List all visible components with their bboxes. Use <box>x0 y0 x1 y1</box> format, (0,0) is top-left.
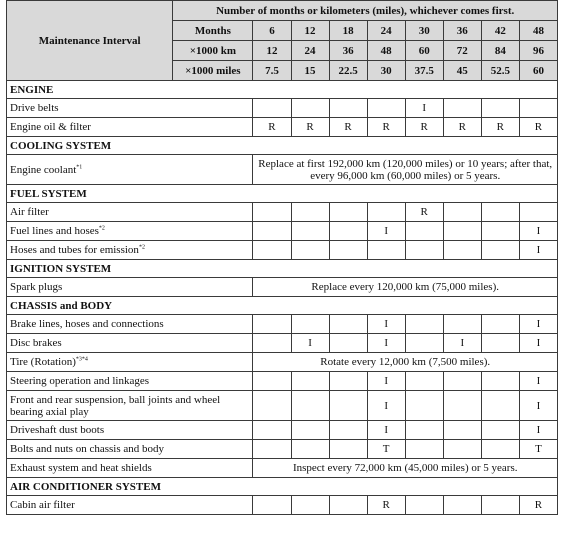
interval-unit-label: Months <box>173 21 253 41</box>
interval-value: 36 <box>443 21 481 41</box>
interval-value: 48 <box>367 41 405 61</box>
footnote-marker: *1 <box>76 163 83 170</box>
interval-value: 7.5 <box>253 61 291 81</box>
schedule-cell: I <box>519 241 557 260</box>
schedule-cell <box>405 222 443 241</box>
section-title: IGNITION SYSTEM <box>7 260 558 278</box>
interval-value: 52.5 <box>481 61 519 81</box>
schedule-cell: I <box>519 372 557 391</box>
interval-value: 30 <box>367 61 405 81</box>
item-name-cell <box>7 421 253 440</box>
schedule-cell <box>329 222 367 241</box>
schedule-cell <box>329 99 367 118</box>
interval-span-label: Number of months or kilometers (miles), whichever comes first. <box>173 1 558 21</box>
schedule-cell: R <box>481 118 519 137</box>
schedule-cell: T <box>519 440 557 459</box>
footnote-marker: *2 <box>138 244 145 251</box>
interval-value: 22.5 <box>329 61 367 81</box>
schedule-cell <box>443 421 481 440</box>
schedule-cell <box>481 372 519 391</box>
schedule-cell: I <box>367 334 405 353</box>
item-name-cell <box>7 315 253 334</box>
item-name-cell <box>7 353 253 372</box>
table-row <box>7 278 558 297</box>
schedule-cell <box>481 203 519 222</box>
schedule-cell: R <box>367 118 405 137</box>
footnote-marker: *3*4 <box>75 356 88 363</box>
schedule-cell <box>443 372 481 391</box>
item-name-cell <box>7 372 253 391</box>
interval-value: 42 <box>481 21 519 41</box>
schedule-cell <box>253 391 291 421</box>
schedule-cell: T <box>367 440 405 459</box>
table-row <box>7 99 558 118</box>
interval-instruction: Replace at first 192,000 km (120,000 miles) or 10 years; after that, every 96,000 km (60,000 miles) or 5 years. <box>253 155 558 185</box>
schedule-cell <box>253 372 291 391</box>
schedule-cell: R <box>519 496 557 515</box>
table-row <box>7 372 558 391</box>
schedule-cell <box>443 203 481 222</box>
item-name: Hoses and tubes for emission <box>10 244 139 256</box>
interval-value: 45 <box>443 61 481 81</box>
schedule-cell: I <box>519 315 557 334</box>
schedule-header <box>7 1 558 81</box>
schedule-cell <box>443 99 481 118</box>
schedule-cell <box>519 203 557 222</box>
item-name-cell <box>7 222 253 241</box>
schedule-cell <box>291 496 329 515</box>
schedule-cell <box>405 315 443 334</box>
interval-value: 37.5 <box>405 61 443 81</box>
schedule-cell <box>291 315 329 334</box>
interval-instruction: Inspect every 72,000 km (45,000 miles) or 5 years. <box>253 459 558 478</box>
schedule-cell <box>405 391 443 421</box>
schedule-cell <box>443 440 481 459</box>
section-row <box>7 81 558 99</box>
schedule-cell: I <box>519 334 557 353</box>
schedule-cell: R <box>405 203 443 222</box>
section-row <box>7 137 558 155</box>
interval-value: 72 <box>443 41 481 61</box>
schedule-cell <box>405 440 443 459</box>
item-name: Exhaust system and heat shields <box>10 462 152 474</box>
item-name: Bolts and nuts on chassis and body <box>10 443 164 455</box>
schedule-cell: R <box>329 118 367 137</box>
schedule-cell <box>329 203 367 222</box>
schedule-cell <box>291 241 329 260</box>
section-row <box>7 297 558 315</box>
schedule-cell <box>329 315 367 334</box>
section-title: FUEL SYSTEM <box>7 185 558 203</box>
table-row <box>7 241 558 260</box>
item-name: Steering operation and linkages <box>10 375 149 387</box>
table-row <box>7 391 558 421</box>
schedule-cell <box>481 99 519 118</box>
table-row <box>7 222 558 241</box>
item-name: Drive belts <box>10 102 59 114</box>
schedule-cell <box>291 372 329 391</box>
section-title: COOLING SYSTEM <box>7 137 558 155</box>
item-name: Disc brakes <box>10 337 62 349</box>
schedule-cell: I <box>519 391 557 421</box>
footnote-marker: *2 <box>98 225 105 232</box>
section-title: CHASSIS and BODY <box>7 297 558 315</box>
schedule-cell <box>253 334 291 353</box>
schedule-cell <box>481 334 519 353</box>
table-row <box>7 315 558 334</box>
interval-value: 24 <box>367 21 405 41</box>
schedule-cell: R <box>367 496 405 515</box>
schedule-cell <box>367 99 405 118</box>
interval-value: 6 <box>253 21 291 41</box>
schedule-cell: R <box>253 118 291 137</box>
schedule-cell <box>291 222 329 241</box>
maintenance-schedule-table <box>6 0 558 515</box>
schedule-cell <box>443 241 481 260</box>
schedule-cell <box>329 372 367 391</box>
schedule-cell: I <box>291 334 329 353</box>
interval-value: 60 <box>405 41 443 61</box>
schedule-body <box>7 81 558 515</box>
item-name-cell <box>7 155 253 185</box>
interval-value: 12 <box>253 41 291 61</box>
schedule-cell <box>291 391 329 421</box>
interval-value: 48 <box>519 21 557 41</box>
schedule-cell <box>481 440 519 459</box>
schedule-cell <box>329 421 367 440</box>
table-row <box>7 440 558 459</box>
item-name-cell <box>7 496 253 515</box>
item-name: Spark plugs <box>10 281 63 293</box>
interval-value: 36 <box>329 41 367 61</box>
item-name: Tire (Rotation) <box>10 356 76 368</box>
section-row <box>7 478 558 496</box>
schedule-cell <box>329 391 367 421</box>
schedule-cell: I <box>367 222 405 241</box>
table-row <box>7 459 558 478</box>
schedule-cell: I <box>443 334 481 353</box>
schedule-cell: R <box>405 118 443 137</box>
interval-unit-label: ×1000 miles <box>173 61 253 81</box>
schedule-cell: R <box>291 118 329 137</box>
schedule-cell <box>291 99 329 118</box>
schedule-cell <box>253 421 291 440</box>
schedule-cell <box>291 203 329 222</box>
schedule-cell <box>443 315 481 334</box>
interval-value: 24 <box>291 41 329 61</box>
header-span-row <box>7 1 558 21</box>
table-row <box>7 421 558 440</box>
interval-value: 60 <box>519 61 557 81</box>
schedule-cell <box>405 334 443 353</box>
schedule-cell <box>291 421 329 440</box>
item-name: Brake lines, hoses and connections <box>10 318 164 330</box>
schedule-cell <box>481 241 519 260</box>
interval-instruction: Rotate every 12,000 km (7,500 miles). <box>253 353 558 372</box>
item-name-cell <box>7 391 253 421</box>
schedule-cell: I <box>405 99 443 118</box>
schedule-cell <box>405 241 443 260</box>
schedule-cell <box>253 222 291 241</box>
section-title: ENGINE <box>7 81 558 99</box>
schedule-cell: I <box>519 421 557 440</box>
interval-value: 15 <box>291 61 329 81</box>
schedule-cell <box>253 99 291 118</box>
schedule-cell: I <box>367 315 405 334</box>
item-name-cell <box>7 278 253 297</box>
schedule-cell <box>253 440 291 459</box>
schedule-cell <box>481 496 519 515</box>
schedule-cell <box>481 391 519 421</box>
schedule-cell <box>329 496 367 515</box>
schedule-cell <box>481 222 519 241</box>
interval-unit-label: ×1000 km <box>173 41 253 61</box>
item-name-cell <box>7 241 253 260</box>
schedule-cell <box>253 203 291 222</box>
schedule-cell <box>405 496 443 515</box>
item-name: Engine oil & filter <box>10 121 91 133</box>
table-row <box>7 118 558 137</box>
item-name-cell <box>7 440 253 459</box>
schedule-cell <box>291 440 329 459</box>
schedule-cell <box>253 496 291 515</box>
interval-value: 18 <box>329 21 367 41</box>
table-row <box>7 496 558 515</box>
schedule-cell <box>443 391 481 421</box>
interval-value: 30 <box>405 21 443 41</box>
table-row <box>7 203 558 222</box>
schedule-cell <box>253 241 291 260</box>
item-name: Cabin air filter <box>10 499 75 511</box>
interval-value: 84 <box>481 41 519 61</box>
item-name-cell <box>7 118 253 137</box>
schedule-cell: I <box>367 391 405 421</box>
schedule-cell <box>481 421 519 440</box>
schedule-cell: R <box>443 118 481 137</box>
item-name: Air filter <box>10 206 49 218</box>
schedule-cell <box>329 241 367 260</box>
table-row <box>7 353 558 372</box>
item-name: Front and rear suspension, ball joints and wheel bearing axial play <box>10 393 221 418</box>
schedule-cell <box>519 99 557 118</box>
schedule-cell <box>367 203 405 222</box>
schedule-cell: I <box>367 372 405 391</box>
schedule-cell <box>329 440 367 459</box>
item-name-cell <box>7 99 253 118</box>
item-name: Driveshaft dust boots <box>10 424 105 436</box>
item-name-cell <box>7 459 253 478</box>
schedule-cell <box>253 315 291 334</box>
interval-value: 12 <box>291 21 329 41</box>
table-row <box>7 155 558 185</box>
schedule-cell <box>481 315 519 334</box>
item-name: Fuel lines and hoses <box>10 225 99 237</box>
item-name-cell <box>7 203 253 222</box>
interval-value: 96 <box>519 41 557 61</box>
schedule-cell <box>367 241 405 260</box>
schedule-cell: I <box>519 222 557 241</box>
section-title: AIR CONDITIONER SYSTEM <box>7 478 558 496</box>
section-row <box>7 185 558 203</box>
table-row <box>7 334 558 353</box>
item-name: Engine coolant <box>10 163 77 176</box>
schedule-cell: I <box>367 421 405 440</box>
schedule-cell <box>405 372 443 391</box>
schedule-cell <box>329 334 367 353</box>
item-name-cell <box>7 334 253 353</box>
maintenance-interval-label: Maintenance Interval <box>7 1 173 81</box>
schedule-cell <box>443 496 481 515</box>
schedule-cell <box>405 421 443 440</box>
schedule-cell <box>443 222 481 241</box>
schedule-cell: R <box>519 118 557 137</box>
interval-instruction: Replace every 120,000 km (75,000 miles). <box>253 278 558 297</box>
section-row <box>7 260 558 278</box>
